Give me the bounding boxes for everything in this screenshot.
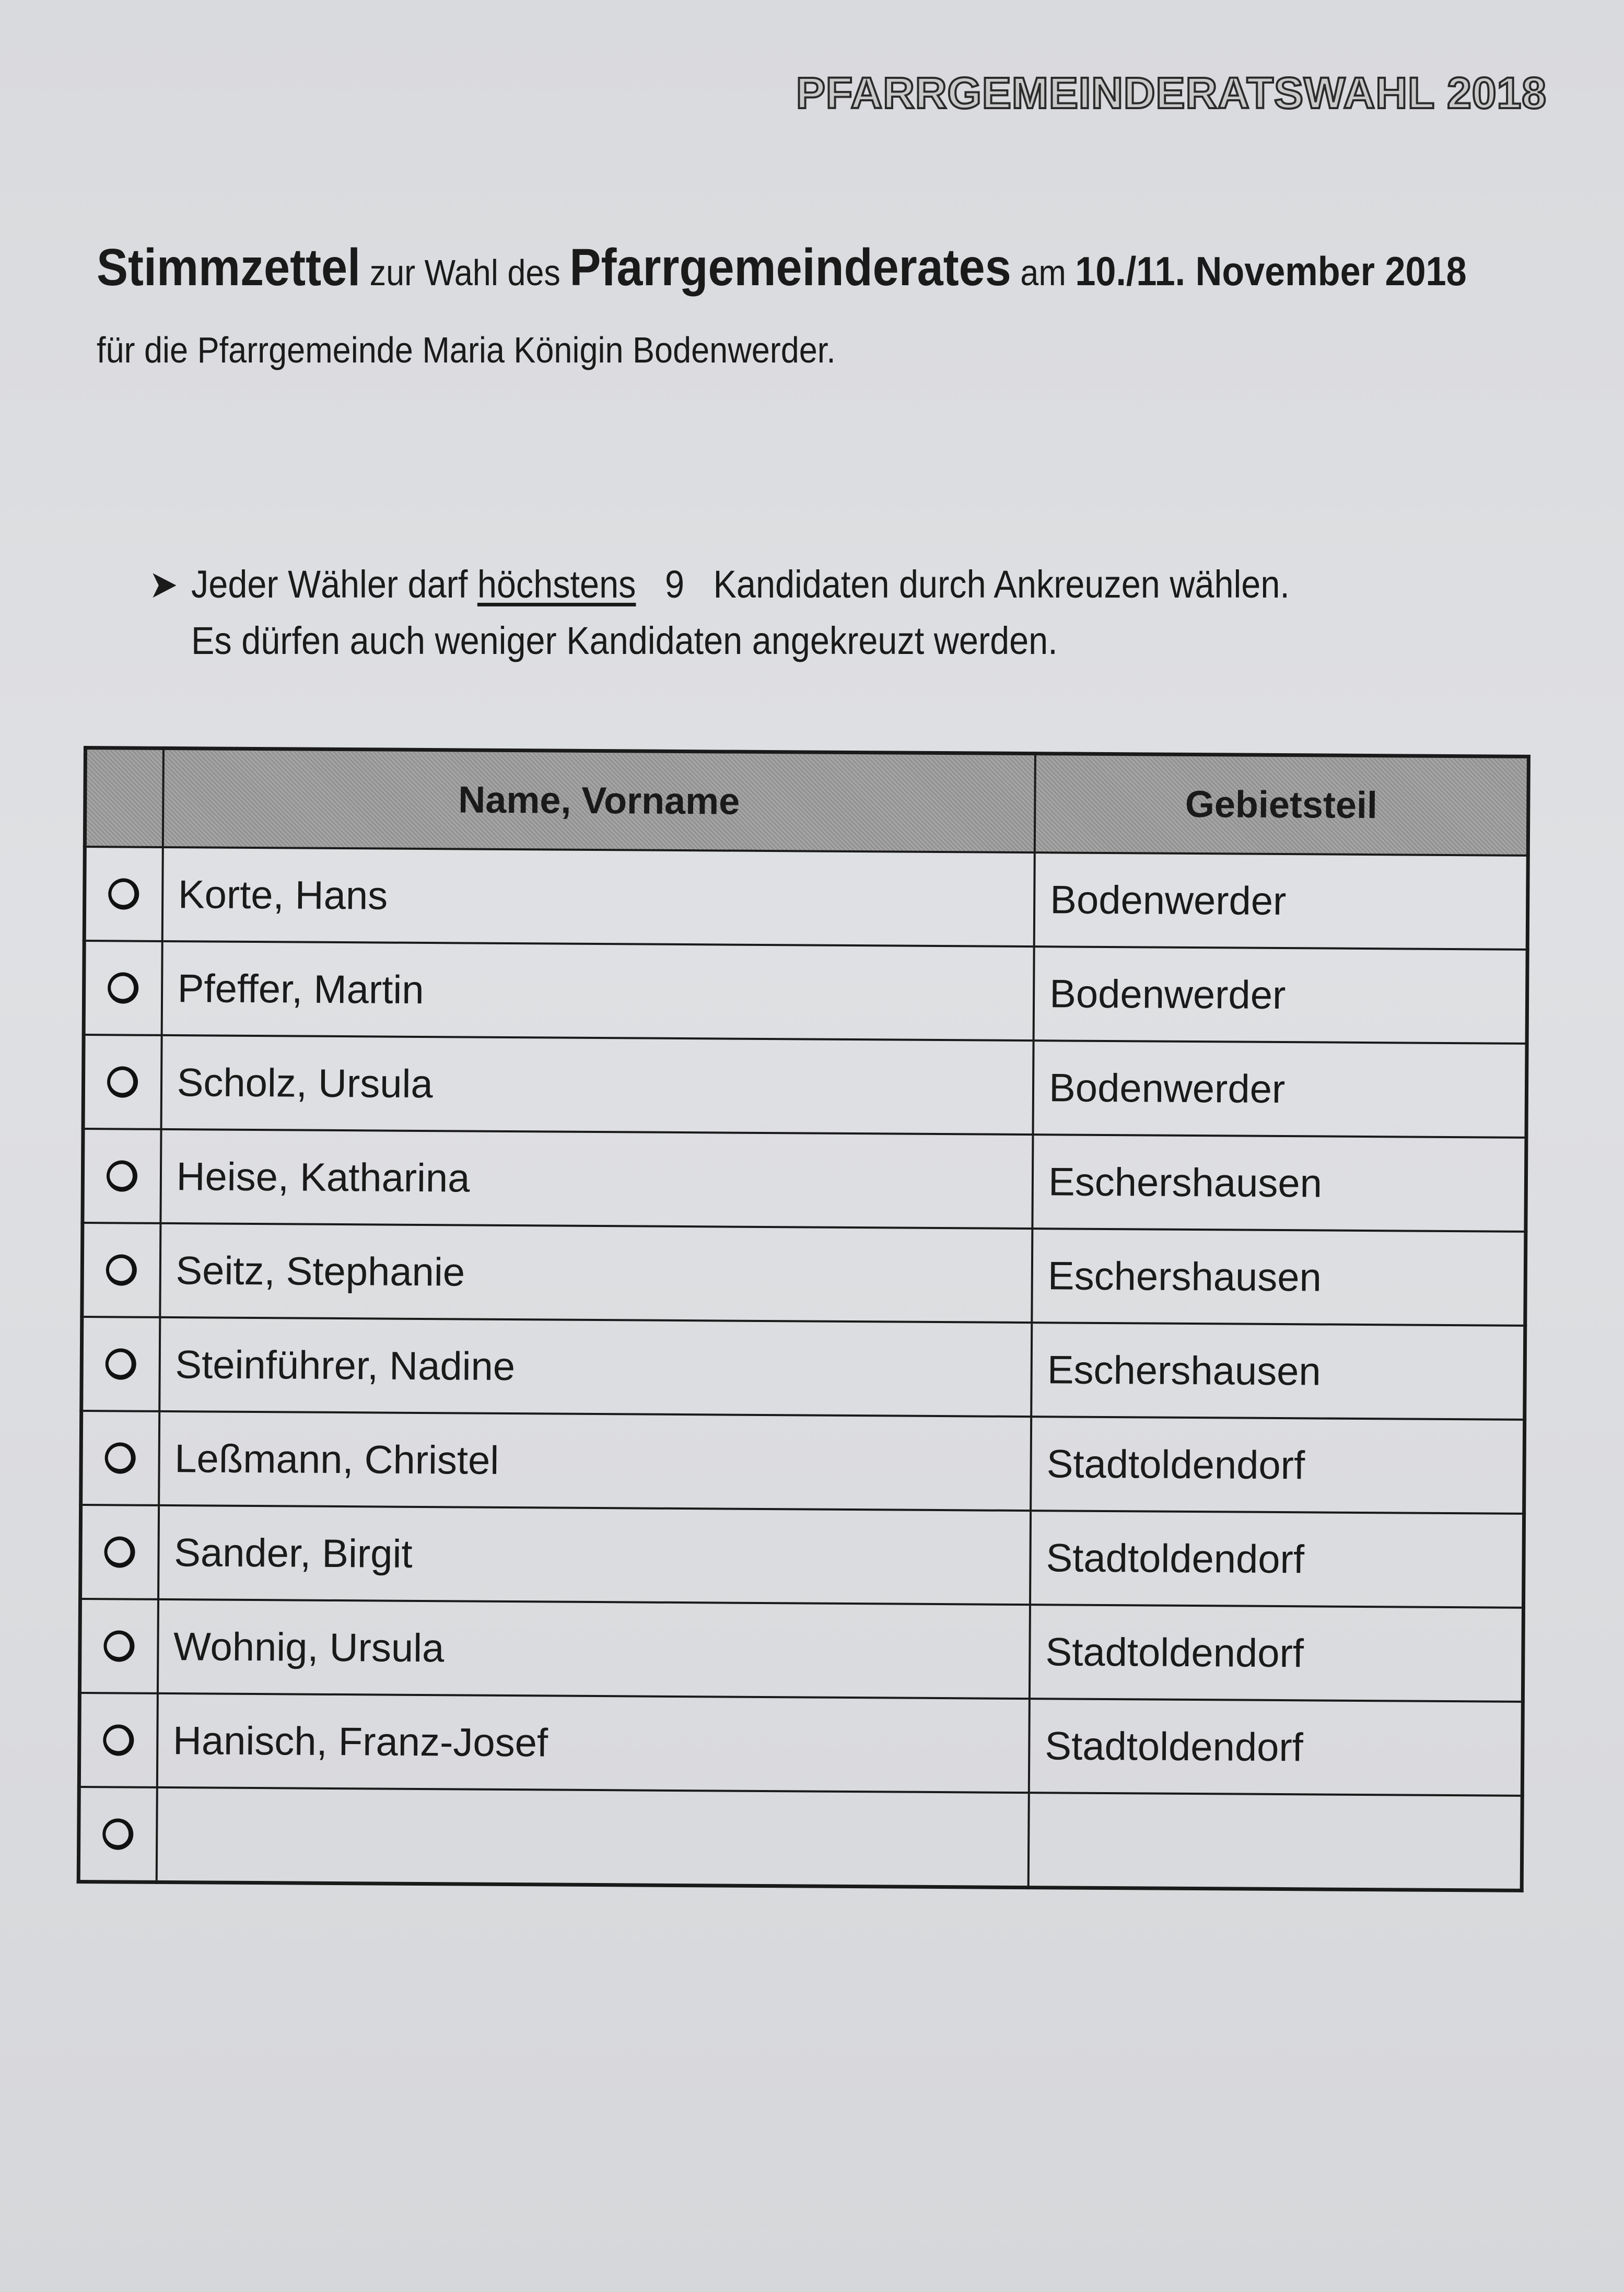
vote-circle-icon[interactable] bbox=[107, 1066, 138, 1097]
vote-circle-cell[interactable] bbox=[84, 847, 162, 941]
header-mark-cell bbox=[85, 748, 163, 847]
vote-circle-icon[interactable] bbox=[105, 1442, 136, 1474]
instruction-text-a: Jeder Wähler darf bbox=[191, 563, 477, 606]
table-row bbox=[83, 1129, 1526, 1232]
candidate-area: Stadtoldendorf bbox=[1029, 1699, 1523, 1796]
candidate-name: Hanisch, Franz-Josef bbox=[157, 1693, 1030, 1793]
candidate-area: Eschershausen bbox=[1032, 1135, 1526, 1232]
candidate-area: Eschershausen bbox=[1032, 1229, 1525, 1326]
table-row bbox=[81, 1317, 1525, 1420]
vote-circle-cell[interactable] bbox=[80, 1505, 159, 1599]
vote-circle-icon[interactable] bbox=[108, 972, 138, 1003]
heading-stimmzettel: Stimmzettel bbox=[97, 238, 361, 297]
table-header-row bbox=[85, 748, 1528, 856]
write-in-area-field[interactable] bbox=[1029, 1793, 1522, 1890]
candidate-name: Korte, Hans bbox=[162, 847, 1035, 946]
candidate-name: Heise, Katharina bbox=[160, 1129, 1033, 1229]
vote-circle-cell[interactable] bbox=[84, 941, 162, 1035]
candidate-area: Stadtoldendorf bbox=[1030, 1605, 1523, 1702]
candidate-area: Bodenwerder bbox=[1033, 1040, 1527, 1138]
vote-circle-cell[interactable] bbox=[82, 1223, 160, 1317]
vote-circle-cell[interactable] bbox=[83, 1035, 161, 1129]
table-row bbox=[80, 1505, 1524, 1608]
candidate-area: Eschershausen bbox=[1031, 1323, 1525, 1420]
candidate-area: Stadtoldendorf bbox=[1031, 1417, 1524, 1514]
candidate-table bbox=[77, 746, 1530, 1892]
candidate-name: Sander, Birgit bbox=[158, 1505, 1031, 1605]
vote-circle-cell[interactable] bbox=[81, 1317, 160, 1411]
candidate-name: Scholz, Ursula bbox=[161, 1035, 1034, 1135]
vote-circle-icon[interactable] bbox=[102, 1818, 133, 1850]
table-row bbox=[79, 1693, 1523, 1796]
arrow-bullet-icon: ➤ bbox=[149, 563, 178, 606]
vote-circle-cell[interactable] bbox=[79, 1599, 158, 1693]
table-row bbox=[83, 1035, 1527, 1138]
vote-circle-cell[interactable] bbox=[79, 1693, 157, 1787]
vote-circle-icon[interactable] bbox=[106, 1348, 136, 1379]
instruction-emphasis: höchstens bbox=[477, 563, 636, 606]
header-name: Name, Vorname bbox=[162, 748, 1035, 852]
candidate-area: Bodenwerder bbox=[1034, 852, 1528, 950]
candidate-name: Leßmann, Christel bbox=[159, 1411, 1032, 1511]
instruction-line-1 bbox=[149, 556, 1290, 613]
instruction-line-2: Es dürfen auch weniger Kandidaten angekreuzt werden. bbox=[191, 619, 1058, 662]
table-row bbox=[82, 1223, 1526, 1326]
candidate-name: Steinführer, Nadine bbox=[159, 1317, 1032, 1417]
instruction-text-c: 9 Kandidaten durch Ankreuzen wählen. bbox=[636, 563, 1290, 606]
candidate-name: Pfeffer, Martin bbox=[161, 941, 1034, 1040]
table-row bbox=[81, 1411, 1525, 1514]
heading-zur-wahl: zur Wahl des bbox=[360, 252, 570, 293]
candidate-name: Seitz, Stephanie bbox=[160, 1223, 1033, 1323]
table-row bbox=[84, 941, 1527, 1044]
vote-circle-icon[interactable] bbox=[103, 1724, 134, 1756]
ballot-heading bbox=[97, 238, 1467, 298]
vote-circle-icon[interactable] bbox=[104, 1536, 135, 1568]
vote-circle-cell[interactable] bbox=[78, 1787, 157, 1882]
candidate-area: Stadtoldendorf bbox=[1030, 1511, 1524, 1608]
write-in-name-field[interactable] bbox=[156, 1787, 1029, 1888]
table-row bbox=[84, 847, 1528, 950]
parish-line: für die Pfarrgemeinde Maria Königin Bodenwerder. bbox=[97, 330, 836, 370]
vote-circle-cell[interactable] bbox=[83, 1129, 161, 1223]
header-area: Gebietsteil bbox=[1035, 754, 1529, 856]
heading-pfarrgemeinderates: Pfarrgemeinderates bbox=[569, 238, 1011, 297]
heading-am: am bbox=[1011, 252, 1076, 293]
table-row bbox=[78, 1787, 1522, 1890]
vote-circle-icon[interactable] bbox=[108, 878, 139, 909]
vote-circle-cell[interactable] bbox=[81, 1411, 159, 1505]
vote-circle-icon[interactable] bbox=[106, 1254, 137, 1285]
heading-date: 10./11. November 2018 bbox=[1075, 248, 1467, 294]
candidate-area: Bodenwerder bbox=[1034, 946, 1527, 1044]
vote-circle-icon[interactable] bbox=[107, 1160, 137, 1191]
table-row bbox=[79, 1599, 1523, 1702]
vote-circle-icon[interactable] bbox=[104, 1630, 135, 1662]
candidate-name: Wohnig, Ursula bbox=[158, 1599, 1031, 1699]
instructions bbox=[149, 556, 1290, 669]
election-title: PFARRGEMEINDERATSWAHL 2018 bbox=[796, 68, 1547, 118]
